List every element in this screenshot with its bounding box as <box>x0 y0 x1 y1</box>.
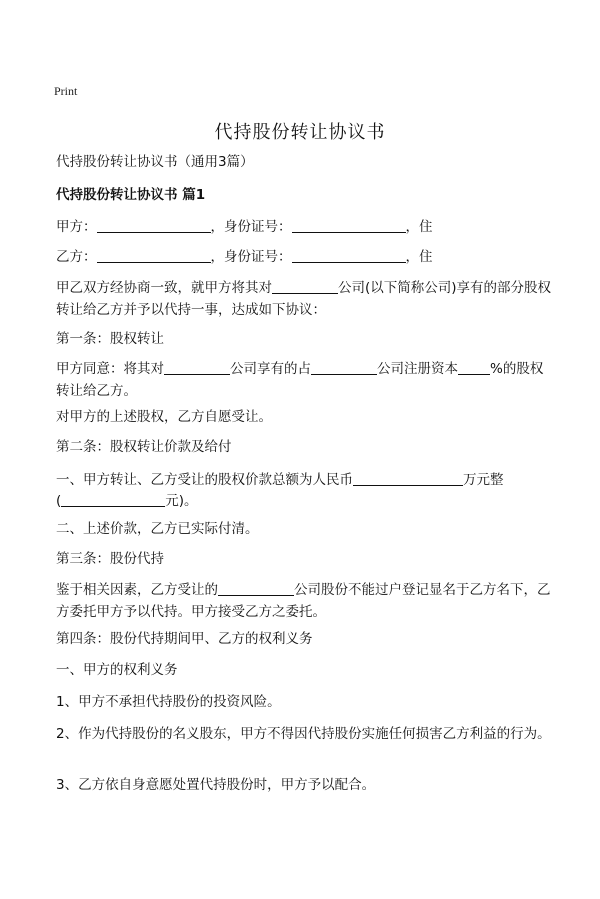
party-b-id-blank <box>292 247 406 263</box>
article2-yuan-blank <box>61 491 165 507</box>
article4-sub1: 一、甲方的权利义务 <box>56 662 178 678</box>
article1-text-3: 公司注册资本 <box>377 361 458 377</box>
article1-title: 第一条：股权转让 <box>56 331 164 347</box>
page-title: 代持股份转让协议书 <box>214 122 386 143</box>
party-a-id-label: ，身份证号： <box>210 219 292 235</box>
article1-share-blank <box>311 359 377 375</box>
party-b-address-label: ，住 <box>405 249 433 265</box>
article1-paragraph2: 对甲方的上述股权，乙方自愿受让。 <box>56 409 272 425</box>
section-heading: 代持股份转让协议书 篇1 <box>56 187 206 203</box>
party-b-line <box>56 246 556 268</box>
article4-item1: 1、甲方不承担代持股份的投资风险。 <box>56 694 281 710</box>
intro-paragraph <box>56 277 556 321</box>
article4-item2: 2、作为代持股份的名义股东，甲方不得因代持股份实施任何损害乙方利益的行为。 <box>56 726 551 742</box>
article2-text-1: 一、甲方转让、乙方受让的股权价款总额为人民币 <box>56 472 353 488</box>
article1-text-2: 公司享有的占 <box>230 361 311 377</box>
intro-text-2: 公司(以下简称公司)享有的部分股权转让给乙方并予以代持一事，达成如下协议： <box>56 280 552 318</box>
party-b-id-label: ，身份证号： <box>210 249 292 265</box>
article4-item3: 3、乙方依自身意愿处置代持股份时，甲方予以配合。 <box>56 777 376 793</box>
document-subtitle: 代持股份转让协议书（通用3篇） <box>56 154 254 170</box>
article3-company-blank <box>218 580 294 596</box>
article2-title: 第二条：股权转让价款及给付 <box>56 439 232 455</box>
article1-text-4: %的股权转让给乙方。 <box>56 361 544 399</box>
article3-text-2: 公司股份不能过户登记显名于乙方名下，乙方委托甲方予以代持。甲方接受乙方之委托。 <box>56 582 551 620</box>
print-label: Print <box>54 84 78 98</box>
article2-amount-blank <box>353 470 463 486</box>
party-a-address-label: ，住 <box>405 219 433 235</box>
article2-text-2: 万元整 <box>463 472 504 488</box>
article2-paragraph1-line1 <box>56 469 556 491</box>
party-a-name-blank <box>97 217 211 233</box>
article2-paragraph1-line2 <box>56 490 556 512</box>
intro-company-blank <box>272 278 338 294</box>
article3-title: 第三条：股份代持 <box>56 551 164 567</box>
article2-paragraph2: 二、上述价款，乙方已实际付清。 <box>56 521 259 537</box>
article2-text-3: ( <box>56 493 62 509</box>
article2-text-4: 元)。 <box>165 493 198 509</box>
article3-text-1: 鉴于相关因素，乙方受让的 <box>56 582 218 598</box>
party-a-label: 甲方： <box>56 219 97 235</box>
article3-paragraph1 <box>56 579 556 623</box>
party-b-label: 乙方： <box>56 249 97 265</box>
intro-text-1: 甲乙双方经协商一致，就甲方将其对 <box>56 280 272 296</box>
article1-text-1: 甲方同意：将其对 <box>56 361 164 377</box>
article4-title: 第四条：股份代持期间甲、乙方的权利义务 <box>56 631 313 647</box>
party-b-name-blank <box>97 247 211 263</box>
article1-paragraph1 <box>56 358 556 402</box>
article1-company-blank <box>164 359 230 375</box>
party-a-line <box>56 216 556 238</box>
party-a-id-blank <box>292 217 406 233</box>
article1-percent-blank <box>458 359 490 375</box>
